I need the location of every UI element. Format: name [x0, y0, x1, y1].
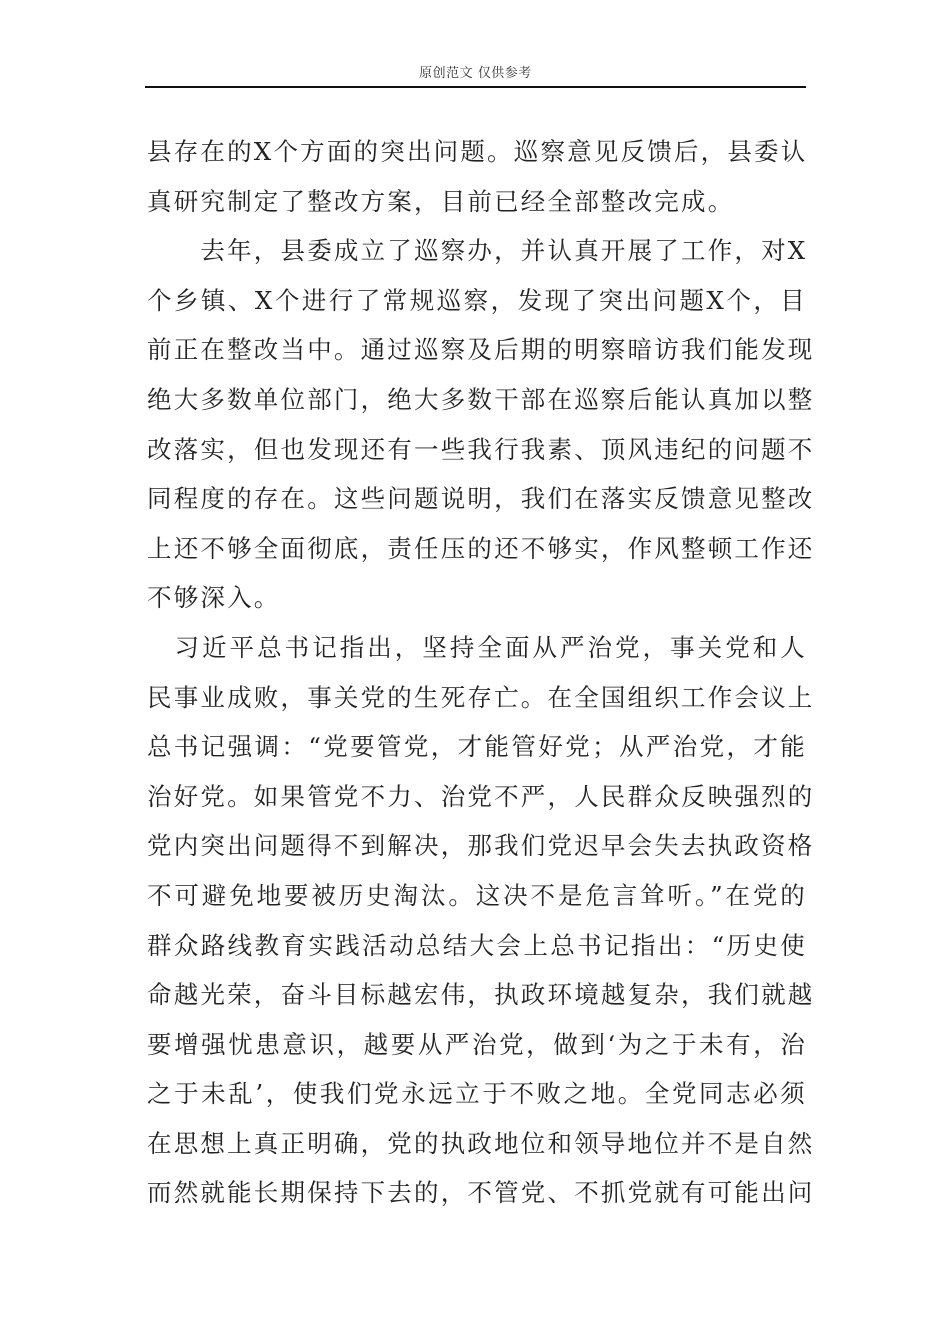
document-body	[147, 127, 815, 1218]
body-line: 命越光荣，奋斗目标越宏伟，执政环境越复杂，我们就越	[147, 980, 815, 1010]
body-line: 县存在的X个方面的突出问题。巡察意见反馈后，县委认	[147, 137, 808, 166]
body-line: 治好党。如果管党不力、治党不严，人民群众反映强烈的	[147, 781, 815, 811]
body-line: 真研究制定了整改方案，目前已经全部整改完成。	[147, 186, 735, 216]
body-line: 之于未乱’，使我们党永远立于不败之地。全党同志必须	[147, 1079, 807, 1109]
body-line: 前正在整改当中。通过巡察及后期的明察暗访我们能发现	[147, 335, 815, 365]
body-line: 党内突出问题得不到解决，那我们党迟早会失去执政资格	[147, 831, 815, 861]
body-line: 同程度的存在。这些问题说明，我们在落实反馈意见整改	[147, 484, 815, 514]
body-line: 总书记强调：“党要管党，才能管好党；从严治党，才能	[147, 732, 807, 762]
body-line: 不可避免地要被历史淘汰。这决不是危言耸听。”在党的	[147, 880, 807, 910]
body-line: 不够深入。	[147, 583, 281, 613]
body-line: 个乡镇、X个进行了常规巡察，发现了突出问题X个，目	[147, 285, 807, 315]
page-header: 原创范文 仅供参考	[419, 66, 532, 81]
header-rule	[145, 86, 806, 88]
body-line: 而然就能长期保持下去的，不管党、不抓党就有可能出问	[147, 1178, 815, 1208]
body-line: 群众路线教育实践活动总结大会上总书记指出：“历史使	[147, 930, 807, 960]
body-line: 改落实，但也发现还有一些我行我素、顶风违纪的问题不	[147, 434, 815, 464]
body-line: 要增强忧患意识，越要从严治党，做到‘为之于未有，治	[147, 1029, 807, 1059]
body-line: 上还不够全面彻底，责任压的还不够实，作风整顿工作还	[147, 533, 815, 563]
body-line: 去年，县委成立了巡察办，并认真开展了工作，对X	[147, 236, 808, 266]
body-line: 绝大多数单位部门，绝大多数干部在巡察后能认真加以整	[147, 384, 815, 414]
body-line: 习近平总书记指出，坚持全面从严治党，事关党和人	[147, 632, 807, 662]
body-line: 在思想上真正明确，党的执政地位和领导地位并不是自然	[147, 1128, 815, 1158]
body-line: 民事业成败，事关党的生死存亡。在全国组织工作会议上	[147, 682, 815, 712]
